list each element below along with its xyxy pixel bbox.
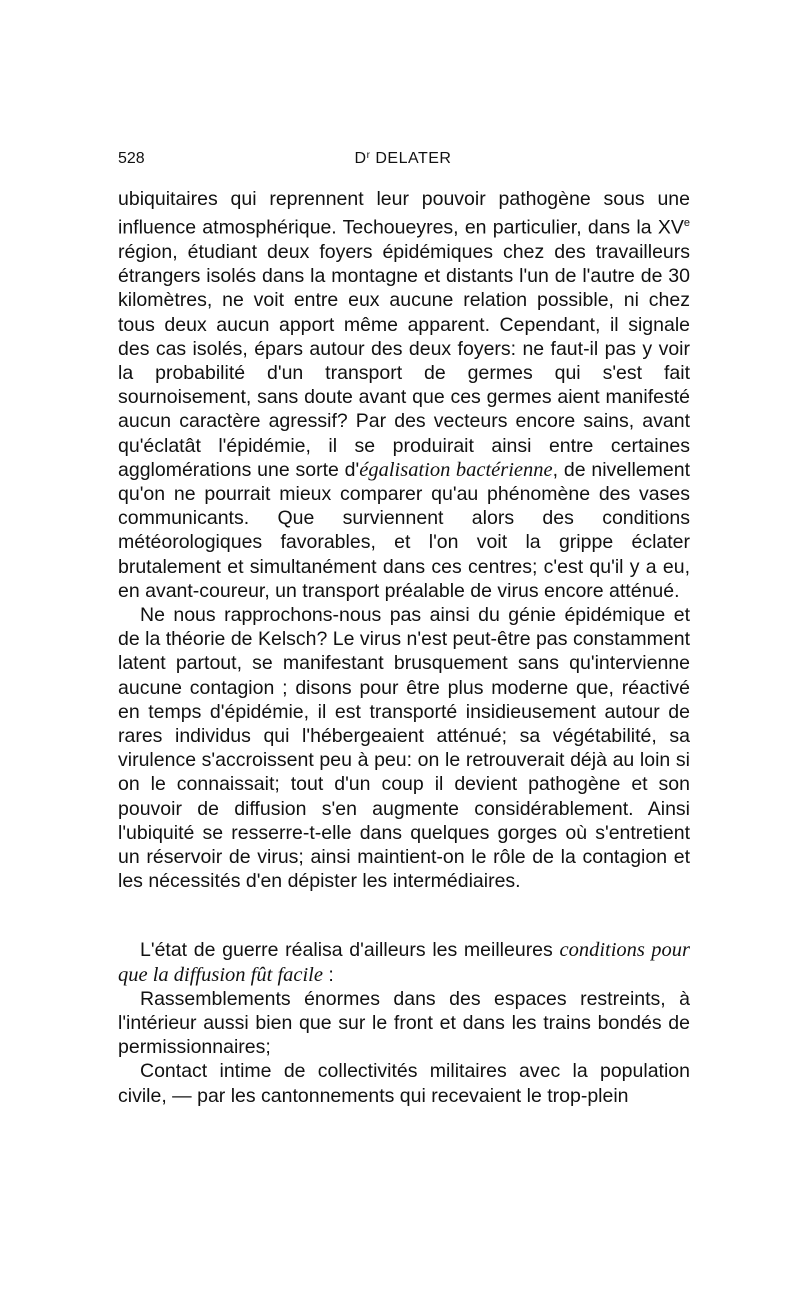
paragraph-4: Rassemblements énormes dans des espaces restreints, à l'intérieur aussi bien que sur le front et dans les trains bondés de permissionnaires; (118, 987, 690, 1059)
section-gap (118, 893, 690, 938)
paragraph-5: Contact intime de collectivités militaires avec la population civile, — par les cantonnements qui recevaient le trop-plein (118, 1060, 690, 1107)
paragraph-3: L'état de guerre réalisa d'ailleurs les meilleures conditions pour que la diffusion fût facile : (118, 939, 690, 986)
running-head (118, 150, 688, 174)
paragraph-2: Ne nous rapprochons-nous pas ainsi du génie épidémique et de la théorie de Kelsch? Le virus n'est peut-être pas constamment latent partout, se manifestant brusquement sans qu'intervienne aucune contagion ; disons pour être plus moderne que, réactivé en temps d'épidémie, il est transporté insidieusement autour de rares individus qui l'hébergeaient atténué; sa végétabilité, sa virulence s'accroissent peu à peu: on le retrouverait déjà au loin si on le connaissait; tout d'un coup il devient pathogène et son pouvoir de diffusion s'en augmente considérablement. Ainsi l'ubiquité se resserre-t-elle dans quelques gorges où s'entretient un réservoir de virus; ainsi maintient-on le rôle de la contagion et les nécessités d'en dépister les intermédiaires. (118, 603, 690, 893)
page-number: 528 (118, 150, 145, 167)
body-text (118, 187, 690, 1108)
paragraph-1: ubiquitaires qui reprennent leur pouvoir pathogène sous une influence atmosphérique. Techoueyres, en particulier, dans la XVe région, étudiant deux foyers épidémiques chez des travailleurs étrangers isolés dans la montagne et distants l'un de l'autre de 30 kilomètres, ne voit entre eux aucune relation possible, ni chez tous deux aucun apport même apparent. Cependant, il signale des cas isolés, épars autour des deux foyers: ne faut-il pas y voir la probabilité d'un transport de germes qui s'est fait sournoisement, sans doute avant que ces germes aient manifesté aucun caractère agressif? Par des vecteurs encore sains, avant qu'éclatât l'épidémie, il se produirait ainsi entre certaines agglomérations une sorte d'égalisation bactérienne, de nivellement qu'on ne pourrait mieux comparer qu'au phénomène des vases communicants. Que surviennent alors des conditions météorologiques favorables, et l'on voit la grippe éclater brutalement et simultanément dans ces centres; c'est qu'il y a eu, en avant-coureur, un transport préalable de virus encore atténué. (118, 188, 691, 602)
header-title: $D^r$ DELATER (354, 150, 452, 167)
